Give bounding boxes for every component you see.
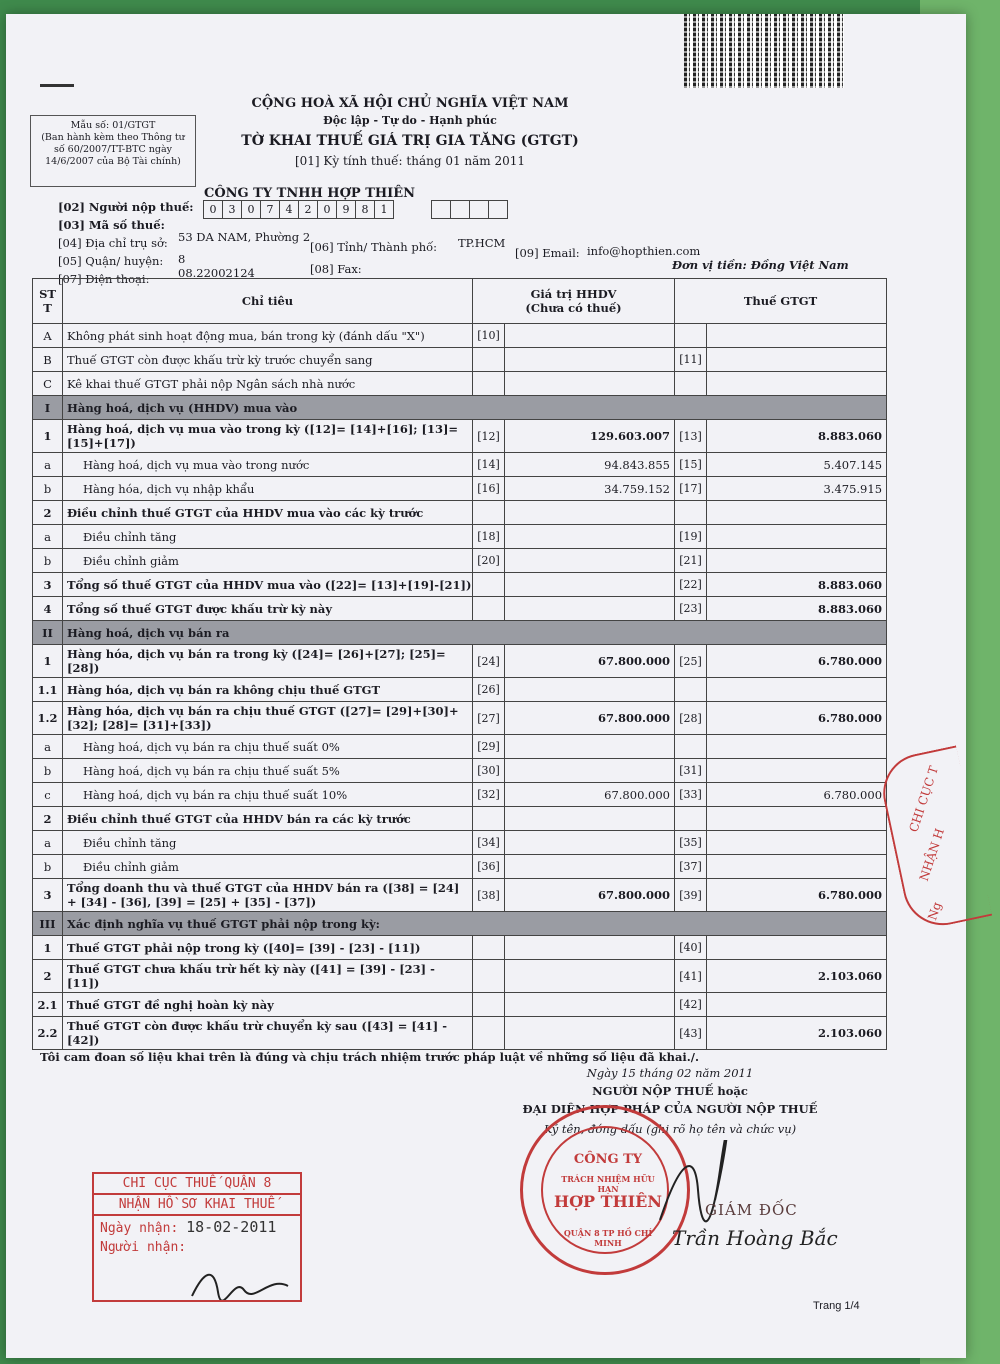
vat-code: [15] — [675, 453, 707, 477]
vat-code: [23] — [675, 597, 707, 621]
director-name: Trần Hoàng Bắc — [672, 1226, 838, 1250]
email-value: info@hopthien.com — [587, 244, 701, 258]
table-row — [33, 678, 887, 702]
row-number: a — [33, 831, 63, 855]
form-meta-line: 14/6/2007 của Bộ Tài chính) — [45, 156, 181, 167]
row-label: Hàng hoá, dịch vụ bán ra chịu thuế suất 10% — [63, 783, 473, 807]
row-label: Điều chỉnh thuế GTGT của HHDV mua vào các kỳ trước — [63, 501, 473, 525]
vat-code: [28] — [675, 702, 707, 735]
edge-stamp-line: Ng — [925, 900, 945, 922]
signature-line-3: Ký tên, đóng dấu (ghi rõ họ tên và chức vụ) — [543, 1122, 797, 1136]
row-label: Điều chỉnh tăng — [63, 525, 473, 549]
row-label: Kê khai thuế GTGT phải nộp Ngân sách nhà nước — [63, 372, 473, 396]
tax-code-digit: 0 — [317, 200, 337, 219]
vat-code: [25] — [675, 645, 707, 678]
vat-amount — [707, 549, 887, 573]
vat-code: [31] — [675, 759, 707, 783]
vat-amount: 3.475.915 — [707, 477, 887, 501]
declaration-table — [32, 278, 887, 1050]
value-amount — [505, 855, 675, 879]
row-label: Hàng hoá, dịch vụ mua vào trong nước — [63, 453, 473, 477]
row-label: Tổng số thuế GTGT được khấu trừ kỳ này — [63, 597, 473, 621]
row-label: Hàng hóa, dịch vụ bán ra không chịu thuế GTGT — [63, 678, 473, 702]
tax-code-cells — [204, 200, 394, 219]
table-row — [33, 831, 887, 855]
vat-amount: 8.883.060 — [707, 420, 887, 453]
taxpayer-name: CÔNG TY TNHH HỢP THIÊN — [204, 186, 416, 201]
row-number: II — [33, 621, 63, 645]
barcode — [684, 14, 844, 88]
row-label: Hàng hoá, dịch vụ bán ra chịu thuế suất 0% — [63, 735, 473, 759]
vat-amount: 8.883.060 — [707, 597, 887, 621]
value-amount — [505, 735, 675, 759]
row-number: 1.1 — [33, 678, 63, 702]
col-header-item: Chỉ tiêu — [63, 279, 473, 324]
district-value: 8 — [178, 252, 186, 266]
vat-amount — [707, 936, 887, 960]
email-label: [09] Email: — [515, 246, 580, 260]
row-label: Không phát sinh hoạt động mua, bán trong kỳ (đánh dấu "X") — [63, 324, 473, 348]
page-number: Trang 1/4 — [813, 1300, 860, 1312]
row-number: B — [33, 348, 63, 372]
form-reference-box — [30, 115, 196, 187]
director-title: GIÁM ĐỐC — [705, 1201, 798, 1219]
value-code — [473, 807, 505, 831]
row-number: 1 — [33, 420, 63, 453]
row-number: 2.1 — [33, 993, 63, 1017]
vat-amount: 6.780.000 — [707, 702, 887, 735]
vat-code — [675, 372, 707, 396]
value-amount — [505, 372, 675, 396]
row-number: 1 — [33, 936, 63, 960]
value-code — [473, 597, 505, 621]
row-number: 2 — [33, 960, 63, 993]
table-row — [33, 807, 887, 831]
table-row — [33, 936, 887, 960]
stamp-date: 18-02-2011 — [186, 1218, 277, 1236]
table-row — [33, 372, 887, 396]
seal-middle: TRÁCH NHIỆM HỮU HẠN — [561, 1174, 655, 1194]
vat-amount — [707, 348, 887, 372]
row-number: b — [33, 759, 63, 783]
value-amount — [505, 501, 675, 525]
tax-code-digit: 9 — [336, 200, 356, 219]
table-row — [33, 453, 887, 477]
stamp-purpose: NHẬN HỒ SƠ KHAI THUẾ — [94, 1195, 300, 1216]
vat-code: [42] — [675, 993, 707, 1017]
vat-code: [40] — [675, 936, 707, 960]
value-code: [18] — [473, 525, 505, 549]
vat-amount — [707, 501, 887, 525]
table-row — [33, 324, 887, 348]
tax-code-digit: 8 — [355, 200, 375, 219]
value-code — [473, 348, 505, 372]
row-label: Hàng hóa, dịch vụ bán ra chịu thuế GTGT ([27]= [29]+[30]+[32]; [28]= [31]+[33]) — [63, 702, 473, 735]
row-number: c — [33, 783, 63, 807]
row-number: 1 — [33, 645, 63, 678]
value-amount — [505, 807, 675, 831]
vat-code: [22] — [675, 573, 707, 597]
district-label: [05] Quận/ huyện: — [58, 254, 164, 268]
value-amount — [505, 993, 675, 1017]
value-code: [32] — [473, 783, 505, 807]
seal-bottom: QUẬN 8 TP HỒ CHÍ MINH — [563, 1228, 653, 1248]
vat-code: [19] — [675, 525, 707, 549]
value-amount: 34.759.152 — [505, 477, 675, 501]
table-row — [33, 702, 887, 735]
row-number: 3 — [33, 879, 63, 912]
table-row — [33, 879, 887, 912]
currency-note: Đơn vị tiền: Đồng Việt Nam — [672, 258, 849, 272]
value-amount — [505, 936, 675, 960]
vat-amount: 6.780.000 — [707, 645, 887, 678]
province-value: TP.HCM — [458, 236, 506, 250]
table-row — [33, 855, 887, 879]
row-number: C — [33, 372, 63, 396]
value-amount: 129.603.007 — [505, 420, 675, 453]
vat-amount — [707, 831, 887, 855]
vat-code: [43] — [675, 1017, 707, 1050]
vat-amount: 6.780.000 — [707, 783, 887, 807]
section-title: Hàng hoá, dịch vụ (HHDV) mua vào — [63, 396, 887, 420]
vat-code: [39] — [675, 879, 707, 912]
table-row — [33, 396, 887, 420]
stamp-office: CHI CỤC THUẾ QUẬN 8 — [94, 1174, 300, 1195]
vat-amount — [707, 855, 887, 879]
vat-code: [33] — [675, 783, 707, 807]
value-code — [473, 501, 505, 525]
vat-amount — [707, 678, 887, 702]
vat-code — [675, 678, 707, 702]
form-title: TỜ KHAI THUẾ GIÁ TRỊ GIA TĂNG (GTGT) — [241, 133, 579, 149]
tax-code-digit: 7 — [260, 200, 280, 219]
value-code: [34] — [473, 831, 505, 855]
signature-line-1: NGƯỜI NỘP THUẾ hoặc — [592, 1084, 748, 1098]
tax-period: [01] Kỳ tính thuế: tháng 01 năm 2011 — [294, 154, 526, 168]
value-amount — [505, 831, 675, 855]
value-amount: 67.800.000 — [505, 702, 675, 735]
table-row — [33, 993, 887, 1017]
value-code: [14] — [473, 453, 505, 477]
vat-amount — [707, 324, 887, 348]
nation-heading: CỘNG HOÀ XÃ HỘI CHỦ NGHĨA VIỆT NAM — [251, 96, 569, 111]
section-title: Xác định nghĩa vụ thuế GTGT phải nộp trong kỳ: — [63, 912, 887, 936]
value-code: [29] — [473, 735, 505, 759]
value-amount — [505, 549, 675, 573]
value-amount — [505, 348, 675, 372]
tax-code-digit: 0 — [203, 200, 223, 219]
value-code: [27] — [473, 702, 505, 735]
stamp-date-row — [94, 1216, 300, 1238]
row-label: Thuế GTGT đề nghị hoàn kỳ này — [63, 993, 473, 1017]
value-code: [24] — [473, 645, 505, 678]
value-code — [473, 372, 505, 396]
row-label: Hàng hóa, dịch vụ nhập khẩu — [63, 477, 473, 501]
value-amount — [505, 525, 675, 549]
taxpayer-label: [02] Người nộp thuế: — [58, 200, 194, 214]
motto: Độc lập - Tự do - Hạnh phúc — [323, 114, 497, 127]
seal-top: CÔNG TY — [573, 1152, 643, 1167]
row-label: Điều chỉnh giảm — [63, 549, 473, 573]
table-row — [33, 783, 887, 807]
edge-stamp-line: CHI CỤC T — [906, 764, 941, 834]
table-row — [33, 525, 887, 549]
value-code: [10] — [473, 324, 505, 348]
row-number: 2 — [33, 807, 63, 831]
table-row — [33, 621, 887, 645]
vat-amount: 6.780.000 — [707, 879, 887, 912]
vat-amount — [707, 372, 887, 396]
row-label: Thuế GTGT phải nộp trong kỳ ([40]= [39] - [23] - [11]) — [63, 936, 473, 960]
vat-amount — [707, 807, 887, 831]
value-amount: 67.800.000 — [505, 645, 675, 678]
address-value: 53 DA NAM, Phường 2 — [178, 230, 311, 244]
vat-amount: 8.883.060 — [707, 573, 887, 597]
fax-label: [08] Fax: — [310, 262, 362, 276]
vat-code: [35] — [675, 831, 707, 855]
vat-code: [17] — [675, 477, 707, 501]
row-number: b — [33, 855, 63, 879]
table-row — [33, 501, 887, 525]
page-mark — [40, 84, 74, 87]
table-row — [33, 759, 887, 783]
col-header-value — [473, 279, 675, 324]
table-row — [33, 912, 887, 936]
row-label: Tổng doanh thu và thuế GTGT của HHDV bán ra ([38] = [24] + [34] - [36], [39] = [25] + [35] - [37]) — [63, 879, 473, 912]
value-code: [38] — [473, 879, 505, 912]
table-row — [33, 348, 887, 372]
value-amount: 67.800.000 — [505, 879, 675, 912]
tax-office-stamp — [92, 1172, 302, 1302]
vat-code: [37] — [675, 855, 707, 879]
table-row — [33, 420, 887, 453]
table-row — [33, 597, 887, 621]
row-number: 4 — [33, 597, 63, 621]
row-number: 1.2 — [33, 702, 63, 735]
row-number: 2 — [33, 501, 63, 525]
tax-code-label: [03] Mã số thuế: — [58, 218, 165, 232]
row-number: a — [33, 453, 63, 477]
row-number: a — [33, 525, 63, 549]
row-label: Điều chỉnh giảm — [63, 855, 473, 879]
table-row — [33, 549, 887, 573]
col-header-vat: Thuế GTGT — [675, 279, 887, 324]
vat-amount — [707, 759, 887, 783]
row-label: Hàng hoá, dịch vụ bán ra chịu thuế suất 5% — [63, 759, 473, 783]
form-meta-line: (Ban hành kèm theo Thông tư — [41, 132, 185, 143]
tax-code-digit: 4 — [279, 200, 299, 219]
form-meta-line: Mẫu số: 01/GTGT — [70, 120, 156, 131]
row-label: Hàng hoá, dịch vụ mua vào trong kỳ ([12]= [14]+[16]; [13]= [15]+[17]) — [63, 420, 473, 453]
row-label: Thuế GTGT còn được khấu trừ chuyển kỳ sau ([43] = [41] - [42]) — [63, 1017, 473, 1050]
commitment-statement: Tôi cam đoan số liệu khai trên là đúng và chịu trách nhiệm trước pháp luật về những số liệu đã khai./. — [40, 1050, 700, 1064]
edge-stamp-line: NHẬN H — [916, 826, 947, 883]
value-amount — [505, 759, 675, 783]
row-number: I — [33, 396, 63, 420]
vat-amount — [707, 993, 887, 1017]
province-label: [06] Tỉnh/ Thành phố: — [310, 240, 438, 254]
value-amount: 94.843.855 — [505, 453, 675, 477]
stamp-receiver-label: Người nhận: — [100, 1240, 187, 1255]
vat-amount: 2.103.060 — [707, 960, 887, 993]
signature-line-2: ĐẠI DIỆN HỢP PHÁP CỦA NGƯỜI NỘP THUẾ — [522, 1102, 818, 1116]
vat-code: [13] — [675, 420, 707, 453]
vat-code: [21] — [675, 549, 707, 573]
value-code: [20] — [473, 549, 505, 573]
row-label: Thuế GTGT chưa khấu trừ hết kỳ này ([41] = [39] - [23] - [11]) — [63, 960, 473, 993]
value-amount — [505, 1017, 675, 1050]
vat-code: [41] — [675, 960, 707, 993]
vat-code — [675, 501, 707, 525]
tax-code-extra-cells — [432, 200, 508, 219]
stamp-date-label: Ngày nhận: — [100, 1221, 179, 1236]
value-amount — [505, 678, 675, 702]
table-row — [33, 477, 887, 501]
tax-code-digit: 2 — [298, 200, 318, 219]
phone-value: 08.22002124 — [178, 266, 255, 280]
row-label: Hàng hóa, dịch vụ bán ra trong kỳ ([24]= [26]+[27]; [25]= [28]) — [63, 645, 473, 678]
receiver-signature — [184, 1266, 294, 1300]
signature-date: Ngày 15 tháng 02 năm 2011 — [586, 1066, 754, 1080]
vat-code — [675, 807, 707, 831]
vat-amount: 5.407.145 — [707, 453, 887, 477]
vat-code — [675, 735, 707, 759]
table-row — [33, 573, 887, 597]
value-amount — [505, 573, 675, 597]
row-label: Điều chỉnh thuế GTGT của HHDV bán ra các kỳ trước — [63, 807, 473, 831]
tax-code-digit: 0 — [241, 200, 261, 219]
row-label: Điều chỉnh tăng — [63, 831, 473, 855]
table-row — [33, 960, 887, 993]
phone-label: [07] Điện thoại: — [58, 272, 150, 286]
value-code — [473, 573, 505, 597]
row-number: 2.2 — [33, 1017, 63, 1050]
table-row — [33, 1017, 887, 1050]
col-header-value-sub: (Chưa có thuế) — [525, 301, 622, 315]
vat-code — [675, 324, 707, 348]
value-amount — [505, 324, 675, 348]
section-title: Hàng hoá, dịch vụ bán ra — [63, 621, 887, 645]
form-meta-line: số 60/2007/TT-BTC ngày — [53, 144, 173, 155]
value-code — [473, 960, 505, 993]
row-number: b — [33, 549, 63, 573]
row-number: a — [33, 735, 63, 759]
row-number: 3 — [33, 573, 63, 597]
value-code: [36] — [473, 855, 505, 879]
row-number: b — [33, 477, 63, 501]
seal-name: HỢP THIÊN — [554, 1192, 662, 1211]
value-amount: 67.800.000 — [505, 783, 675, 807]
tax-code-digit: 1 — [374, 200, 394, 219]
value-code: [12] — [473, 420, 505, 453]
table-header-row — [33, 279, 887, 324]
value-code: [26] — [473, 678, 505, 702]
address-label: [04] Địa chỉ trụ sở: — [58, 236, 168, 250]
vat-amount: 2.103.060 — [707, 1017, 887, 1050]
vat-amount — [707, 735, 887, 759]
value-code — [473, 993, 505, 1017]
col-header-value-main: Giá trị HHDV — [530, 287, 617, 301]
value-amount — [505, 597, 675, 621]
table-row — [33, 735, 887, 759]
vat-amount — [707, 525, 887, 549]
row-number: III — [33, 912, 63, 936]
row-label: Tổng số thuế GTGT của HHDV mua vào ([22]= [13]+[19]-[21]) — [63, 573, 473, 597]
row-label: Thuế GTGT còn được khấu trừ kỳ trước chuyển sang — [63, 348, 473, 372]
vat-code: [11] — [675, 348, 707, 372]
value-code: [16] — [473, 477, 505, 501]
value-code: [30] — [473, 759, 505, 783]
row-number: A — [33, 324, 63, 348]
col-header-st: ST T — [33, 279, 63, 324]
value-amount — [505, 960, 675, 993]
tax-code-digit: 3 — [222, 200, 242, 219]
value-code — [473, 1017, 505, 1050]
value-code — [473, 936, 505, 960]
table-row — [33, 645, 887, 678]
